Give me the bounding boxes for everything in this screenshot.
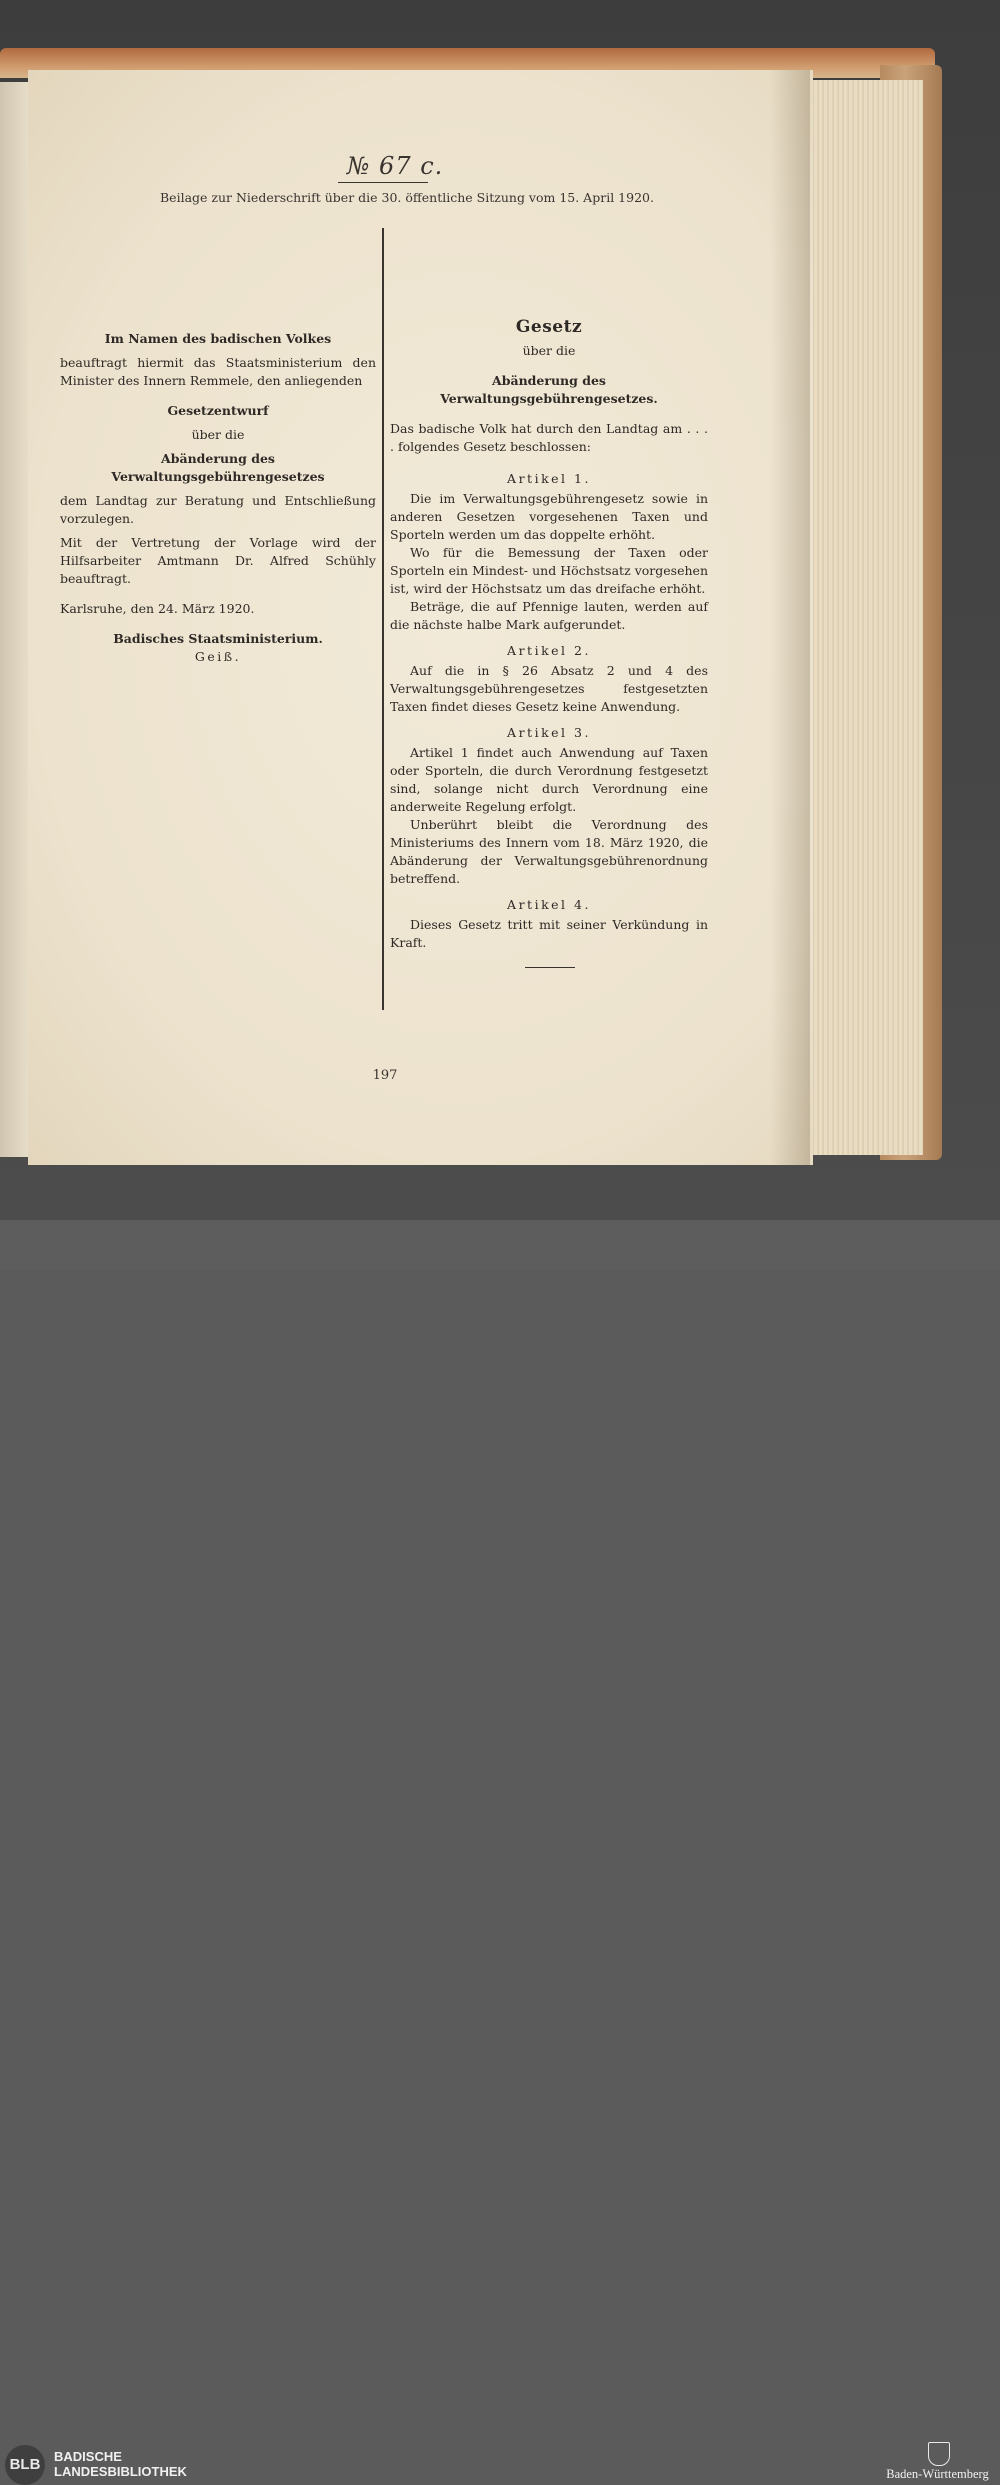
- left-subject: Abänderung des Verwaltungsgebührengesetzes: [111, 451, 325, 484]
- article-paragraph: Dieses Gesetz tritt mit seiner Verkündung in Kraft.: [390, 917, 708, 950]
- gutter-shadow: [770, 70, 810, 1165]
- page-number: 197: [372, 1068, 398, 1083]
- library-line-1: BADISCHE: [54, 2449, 122, 2464]
- signatory-body: Badisches Staatsministerium.: [113, 631, 323, 646]
- left-heading: Im Namen des badischen Volkes: [104, 331, 332, 346]
- article-paragraph: Auf die in § 26 Absatz 2 und 4 des Verwaltungsgebührengesetzes festgesetzten Taxen findet dieses Gesetz keine Anwendung.: [390, 663, 708, 714]
- article-paragraph: Die im Verwaltungsgebührengesetz sowie in anderen Gesetzen vorgesehenen Taxen und Sporteln werden um das doppelte erhöht.: [390, 491, 708, 542]
- article-heading: Artikel 1.: [507, 471, 591, 486]
- right-column: [390, 318, 708, 952]
- left-para-2: dem Landtag zur Beratung und Entschließung vorzulegen.: [60, 493, 376, 526]
- article-paragraph: Beträge, die auf Pfennige lauten, werden auf die nächste halbe Mark aufgerundet.: [390, 599, 708, 632]
- footer-bar: [0, 1220, 1000, 2481]
- column-divider: [382, 228, 384, 1010]
- right-ueber-die: über die: [522, 343, 576, 358]
- signatory-name: Geiß.: [194, 649, 242, 664]
- state-name[interactable]: Baden-Württemberg: [886, 2467, 989, 2481]
- place-date: Karlsruhe, den 24. März 1920.: [60, 601, 255, 616]
- scan-image: [0, 0, 1000, 1220]
- preamble: Das badische Volk hat durch den Landtag am . . . . folgendes Gesetz beschlossen:: [390, 421, 708, 454]
- article-heading: Artikel 4.: [507, 897, 591, 912]
- left-page-edge: [0, 82, 30, 1157]
- article-paragraph: Unberührt bleibt die Verordnung des Ministeriums des Innern vom 18. März 1920, die Abänderung der Verwaltungsgebührenordnung betreffend.: [390, 817, 708, 886]
- blb-logo[interactable]: BLB: [5, 2445, 45, 2485]
- left-para-1: beauftragt hiermit das Staatsministerium den Minister des Innern Remmele, den anliegenden: [60, 355, 376, 388]
- article-paragraph: Wo für die Bemessung der Taxen oder Sporteln ein Mindest- und Höchstsatz vorgesehen ist, wird der Höchstsatz um das dreifache erhöht.: [390, 545, 708, 596]
- article-heading: Artikel 3.: [507, 725, 591, 740]
- right-subject: Abänderung des Verwaltungsgebührengesetzes.: [440, 373, 658, 406]
- left-ueber-die: über die: [191, 427, 245, 442]
- articles: [390, 470, 708, 952]
- document-number: № 67 c.: [346, 152, 444, 180]
- library-name[interactable]: [54, 2449, 187, 2479]
- beilage-line: Beilage zur Niederschrift über die 30. öffentliche Sitzung vom 15. April 1920.: [160, 190, 654, 205]
- article-paragraph: Artikel 1 findet auch Anwendung auf Taxen oder Sporteln, die durch Verordnung festgesetzt sind, solange nicht durch Verordnung eine anderweite Regelung erfolgt.: [390, 745, 708, 814]
- left-column: [60, 330, 376, 666]
- law-title: Gesetz: [515, 317, 583, 337]
- left-para-3: Mit der Vertretung der Vorlage wird der Hilfsarbeiter Amtmann Dr. Alfred Schühly beauftragt.: [60, 535, 376, 586]
- state-crest-icon: [928, 2442, 950, 2466]
- article-heading: Artikel 2.: [507, 643, 591, 658]
- page-block-edge: [795, 80, 923, 1155]
- closing-rule: [525, 967, 575, 968]
- number-underline: [338, 182, 428, 183]
- library-line-2: LANDESBIBLIOTHEK: [54, 2464, 187, 2479]
- entwurf-title: Gesetzentwurf: [167, 403, 269, 418]
